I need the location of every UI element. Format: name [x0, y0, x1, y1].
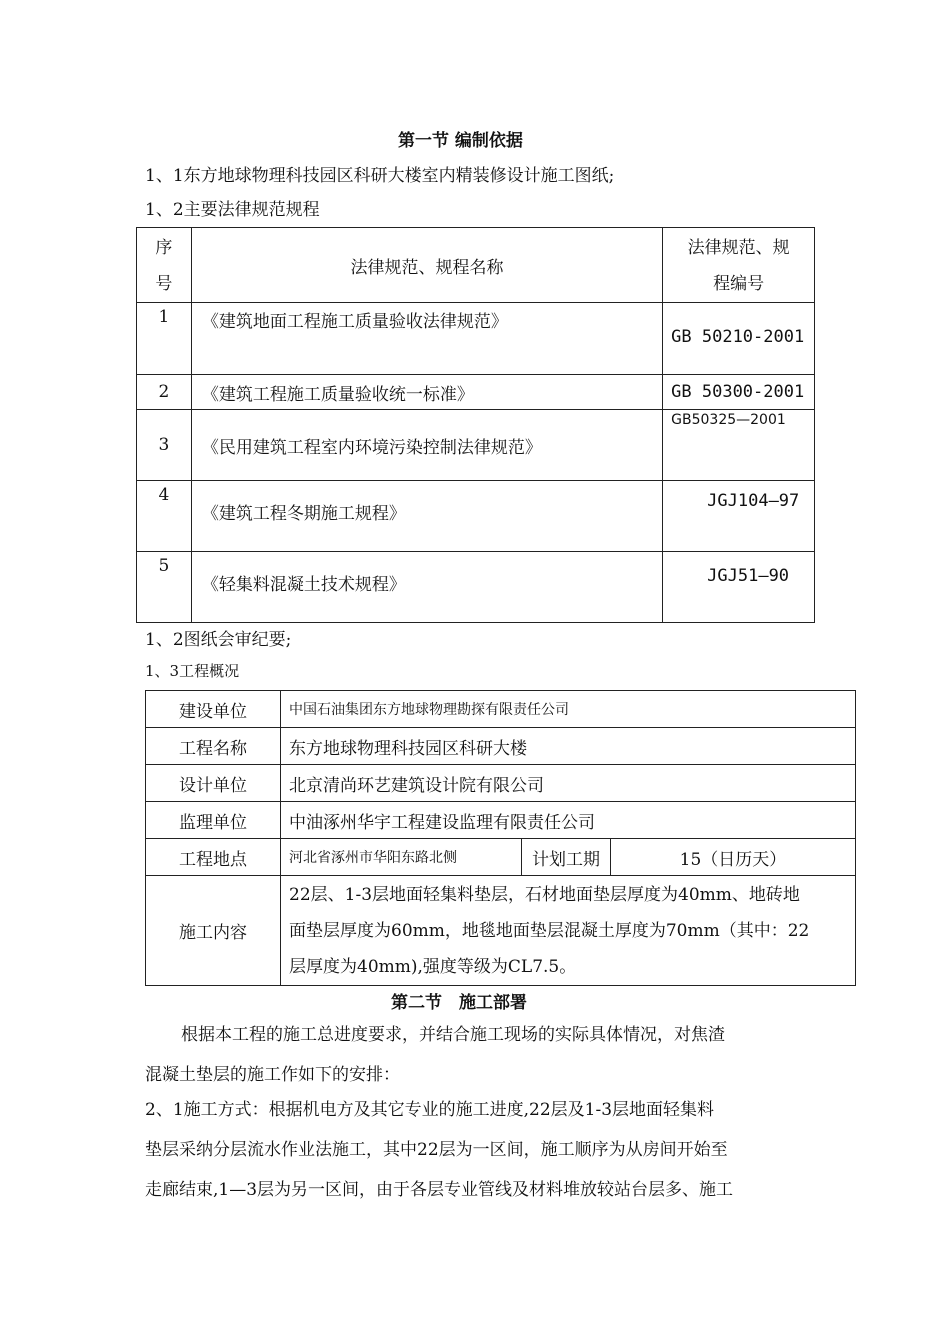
item-1-1: 1、1东方地球物理科技园区科研大楼室内精装修设计施工图纸;: [145, 166, 615, 186]
row-code: GB 50210-2001: [663, 303, 815, 375]
row-seq: 1: [137, 303, 192, 375]
header-seq-line1: 序: [155, 238, 173, 258]
table-row: [137, 375, 815, 410]
header-seq-line2: 号: [155, 274, 173, 294]
section-title: 第一节 编制依据: [398, 131, 523, 151]
value-project-name: 东方地球物理科技园区科研大楼: [281, 728, 856, 765]
row-code: JGJ104—97: [663, 481, 815, 552]
header-name: 法律规范、规程名称: [191, 228, 662, 303]
label-project-name: 工程名称: [146, 728, 281, 765]
value-site: 河北省涿州市华阳东路北侧: [281, 839, 522, 876]
para2-line2: 垫层采纳分层流水作业法施工，其中22层为一区间，施工顺序为从房间开始至: [145, 1140, 728, 1160]
item-1-2: 1、2主要法律规范规程: [145, 200, 320, 220]
paragraph-2: [145, 1090, 845, 1210]
row-name: 《民用建筑工程室内环境污染控制法律规范》: [191, 410, 662, 481]
item-1-3: 1、3工程概况: [145, 662, 240, 680]
row-seq: 5: [137, 552, 192, 623]
header-code-line1: 法律规范、规: [687, 238, 790, 258]
para1-line2: 混凝土垫层的施工作如下的安排：: [145, 1065, 400, 1085]
para2-line1: 2、1施工方式：根据机电方及其它专业的施工进度,22层及1-3层地面轻集料: [145, 1100, 715, 1120]
table-row: [146, 765, 856, 802]
row-seq: 3: [137, 410, 192, 481]
label-site: 工程地点: [146, 839, 281, 876]
label-supervisor: 监理单位: [146, 802, 281, 839]
table-row: [146, 802, 856, 839]
table-row: [146, 839, 856, 876]
row-code: GB 50300-2001: [663, 375, 815, 410]
header-code-line2: 程编号: [713, 274, 765, 294]
content-line-3: 层厚度为40mm),强度等级为CL7.5。: [289, 956, 577, 977]
project-table: [145, 690, 856, 986]
para2-line3: 走廊结束,1—3层为另一区间，由于各层专业管线及材料堆放较站台层多、施工: [145, 1180, 734, 1200]
value-builder: 中国石油集团东方地球物理勘探有限责任公司: [281, 691, 856, 728]
row-name: 《建筑工程施工质量验收统一标准》: [191, 375, 662, 410]
label-period: 计划工期: [522, 839, 611, 876]
table-row: [137, 410, 815, 481]
label-builder: 建设单位: [146, 691, 281, 728]
row-seq: 2: [137, 375, 192, 410]
table-row: [146, 728, 856, 765]
table-header-row: [137, 228, 815, 303]
para1-line1: 根据本工程的施工总进度要求，并结合施工现场的实际具体情况，对焦渣: [181, 1025, 725, 1045]
value-supervisor: 中油涿州华宇工程建设监理有限责任公司: [281, 802, 856, 839]
label-designer: 设计单位: [146, 765, 281, 802]
table-row: [137, 552, 815, 623]
item-1-2b: 1、2图纸会审纪要;: [145, 630, 292, 650]
value-designer: 北京清尚环艺建筑设计院有限公司: [281, 765, 856, 802]
row-name: 《轻集料混凝土技术规程》: [191, 552, 662, 623]
row-name: 《建筑工程冬期施工规程》: [191, 481, 662, 552]
value-period: 15（日历天）: [611, 839, 856, 876]
row-code: JGJ51—90: [663, 552, 815, 623]
row-seq: 4: [137, 481, 192, 552]
regulations-table: [136, 227, 815, 623]
table-row: [146, 691, 856, 728]
table-row: [137, 303, 815, 375]
table-row: [137, 481, 815, 552]
row-code: GB50325—2001: [663, 410, 815, 481]
content-line-1: 22层、1-3层地面轻集料垫层，石材地面垫层厚度为40mm、地砖地: [289, 884, 800, 905]
section-2-title: 第二节 施工部署: [391, 993, 527, 1013]
table-row: [146, 876, 856, 986]
paragraph-1: [145, 1015, 825, 1095]
label-content: 施工内容: [146, 876, 281, 986]
content-line-2: 面垫层厚度为60mm，地毯地面垫层混凝土厚度为70mm（其中：22: [289, 920, 810, 941]
row-name: 《建筑地面工程施工质量验收法律规范》: [191, 303, 662, 375]
